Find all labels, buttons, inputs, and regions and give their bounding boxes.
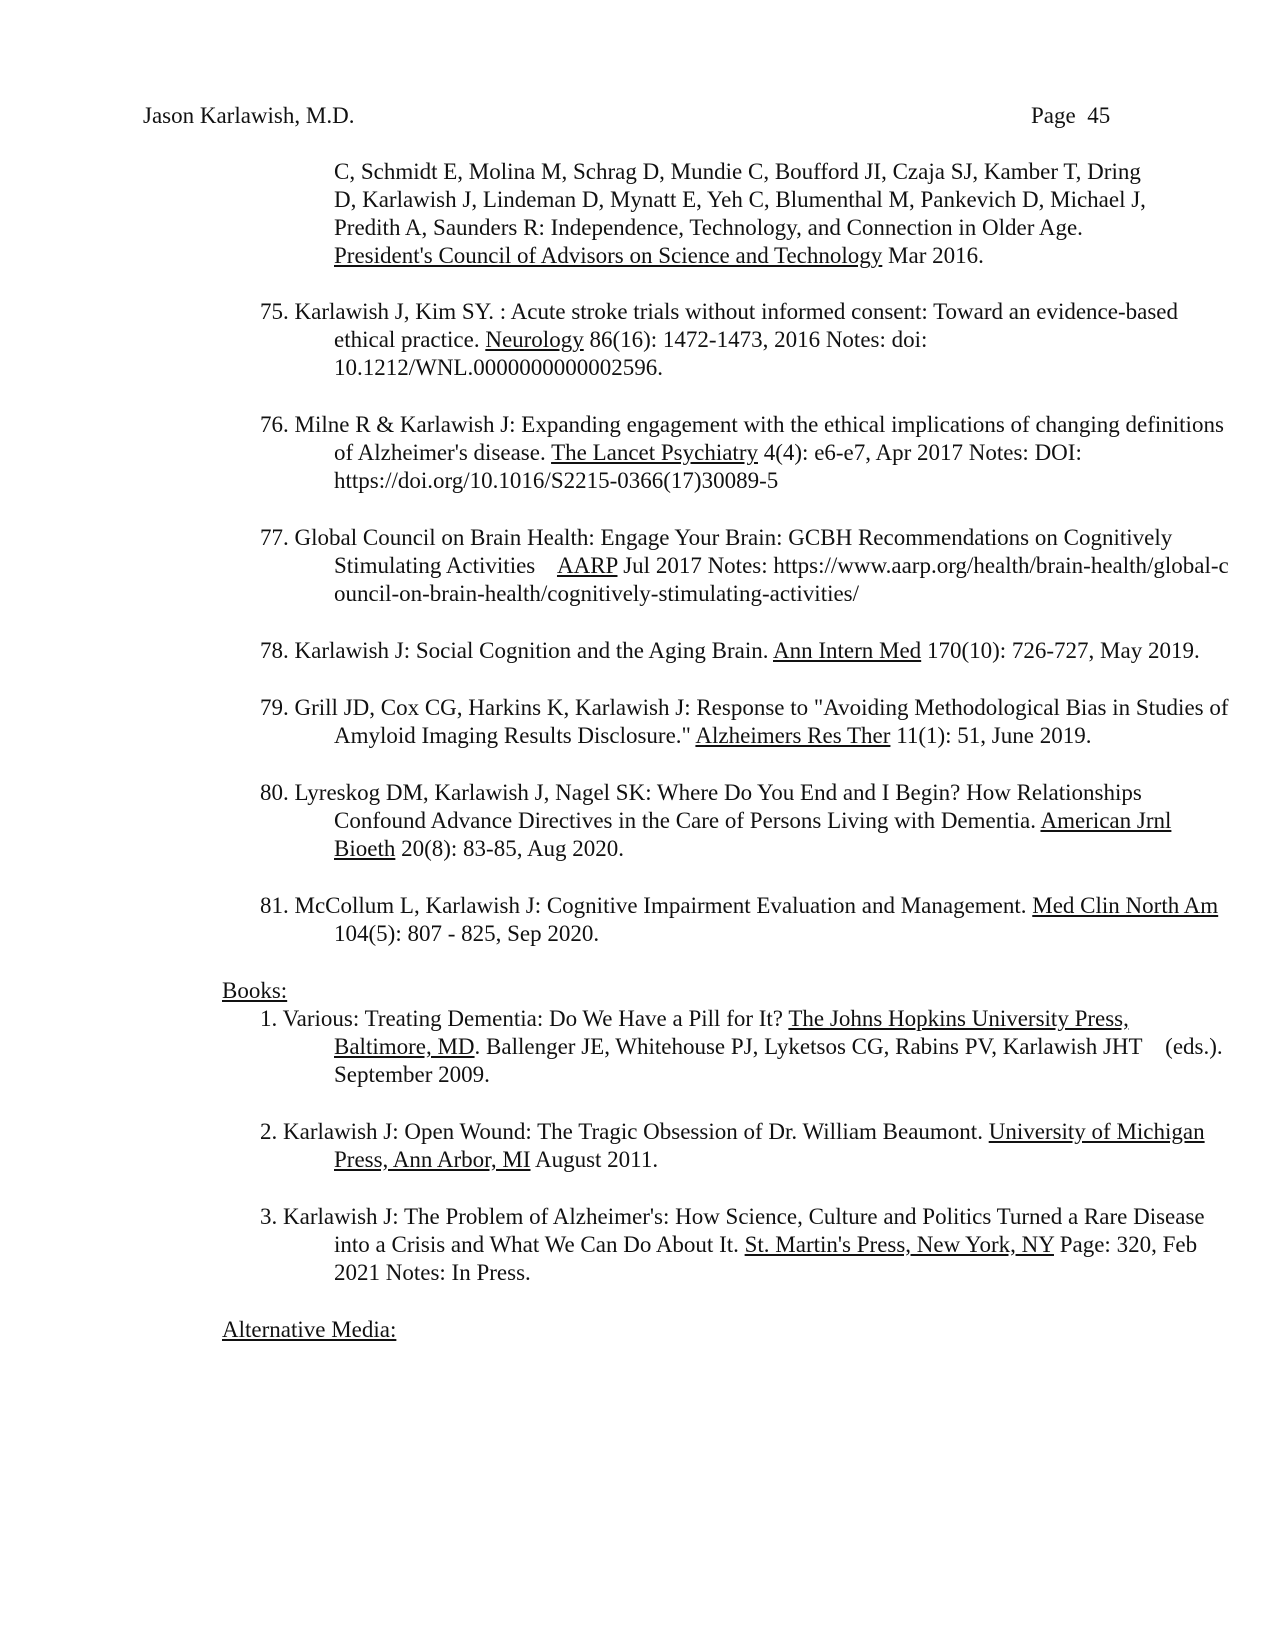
citation-tail: 4(4): e6-e7, Apr 2017 Notes: DOI: https://doi.org/10.1016/S2215-0366(17)30089-5 <box>334 440 1082 493</box>
citation-text: McCollum L, Karlawish J: Cognitive Impairment Evaluation and Management. <box>288 893 1033 918</box>
citation-journal: American Jrnl Bioeth <box>334 808 1172 861</box>
citation-text: Karlawish J: The Problem of Alzheimer's: How Science, Culture and Politics Turned a Rare Disease into a Crisis and What We Can Do About It. <box>277 1204 1205 1257</box>
citation-publisher: The Johns Hopkins University Press, Baltimore, MD <box>334 1006 1129 1059</box>
citation-journal: President's Council of Advisors on Science and Technology <box>334 243 883 268</box>
citation-text: Global Council on Brain Health: Engage Your Brain: GCBH Recommendations on Cognitively Stimulating Activities <box>288 525 1178 578</box>
citation-tail: 104(5): 807 - 825, Sep 2020. <box>334 921 600 946</box>
publication-75 <box>260 298 1229 382</box>
publication-77 <box>260 524 1229 608</box>
publication-78 <box>260 637 1229 665</box>
citation-text: C, Schmidt E, Molina M, Schrag D, Mundie C, Boufford JI, Czaja SJ, Kamber T, Dring D, Karlawish J, Lindeman D, Mynatt E, Yeh C, Blumenthal M, Pankevich D, Michael J, Predith A, Saunders R: Independence, Technology, and Connection in Older Age. <box>334 159 1146 240</box>
citation-journal: Neurology <box>485 327 584 352</box>
citation-number: 78. <box>260 638 289 663</box>
alternative-media-heading: Alternative Media: <box>222 1317 397 1342</box>
citation-number: 81. <box>260 893 289 918</box>
book-3 <box>260 1203 1229 1287</box>
citation-text: Various: Treating Dementia: Do We Have a Pill for It? <box>277 1006 789 1031</box>
citation-text: Lyreskog DM, Karlawish J, Nagel SK: Where Do You End and I Begin? How Relationships Confound Advance Directives in the Care of Persons Living with Dementia. <box>288 780 1142 833</box>
publication-80 <box>260 779 1229 863</box>
citation-number: 79. <box>260 695 289 720</box>
page-number: Page 45 <box>1031 103 1111 128</box>
citation-tail: Jul 2017 Notes: https://www.aarp.org/health/brain-health/global-council-on-brain-health/cognitively-stimulating-activities/ <box>334 553 1229 606</box>
citation-tail: August 2011. <box>530 1147 659 1172</box>
citation-text: Karlawish J, Kim SY. : Acute stroke trials without informed consent: Toward an evidence-based ethical practice. <box>288 299 1178 352</box>
citation-number: 2. <box>260 1119 278 1144</box>
citation-journal: AARP <box>556 553 618 578</box>
citation-number: 1. <box>260 1006 278 1031</box>
citation-tail: Page: 320, Feb 2021 Notes: In Press. <box>334 1232 1198 1285</box>
citation-tail: 86(16): 1472-1473, 2016 Notes: doi: 10.1212/WNL.0000000000002596. <box>334 327 928 380</box>
citation-text: Milne R & Karlawish J: Expanding engagement with the ethical implications of changing definitions of Alzheimer's disease. <box>288 412 1224 465</box>
citation-tail: 170(10): 726-727, May 2019. <box>921 638 1200 663</box>
citation-publisher: St. Martin's Press, New York, NY <box>744 1232 1054 1257</box>
citation-number: 77. <box>260 525 289 550</box>
book-2 <box>260 1118 1229 1174</box>
citation-number: 76. <box>260 412 289 437</box>
publication-81 <box>260 892 1229 948</box>
citation-journal: Med Clin North Am <box>1032 893 1219 918</box>
author-name: Jason Karlawish, M.D. <box>143 103 355 128</box>
citation-journal: Alzheimers Res Ther <box>695 723 891 748</box>
document-body <box>0 158 1275 1344</box>
citation-tail: 20(8): 83-85, Aug 2020. <box>395 836 625 861</box>
citation-journal: Ann Intern Med <box>773 638 922 663</box>
citation-number: 80. <box>260 780 289 805</box>
continued-citation <box>334 158 1154 270</box>
book-1 <box>260 1005 1229 1089</box>
citation-text: Karlawish J: Social Cognition and the Aging Brain. <box>288 638 773 663</box>
publication-76 <box>260 411 1229 495</box>
citation-text: Grill JD, Cox CG, Harkins K, Karlawish J: Response to "Avoiding Methodological Bias in Studies of Amyloid Imaging Results Disclosure." <box>288 695 1229 748</box>
citation-tail: 11(1): 51, June 2019. <box>890 723 1092 748</box>
citation-number: 75. <box>260 299 289 324</box>
books-heading: Books: <box>222 978 288 1003</box>
citation-journal: The Lancet Psychiatry <box>551 440 758 465</box>
citation-text: Karlawish J: Open Wound: The Tragic Obsession of Dr. William Beaumont. <box>277 1119 989 1144</box>
citation-publisher: University of Michigan Press, Ann Arbor, MI <box>334 1119 1205 1172</box>
citation-number: 3. <box>260 1204 278 1229</box>
citation-tail: . Ballenger JE, Whitehouse PJ, Lyketsos CG, Rabins PV, Karlawish JHT (eds.). September 2009. <box>334 1034 1229 1087</box>
publication-79 <box>260 694 1229 750</box>
citation-tail: Mar 2016. <box>882 243 984 268</box>
